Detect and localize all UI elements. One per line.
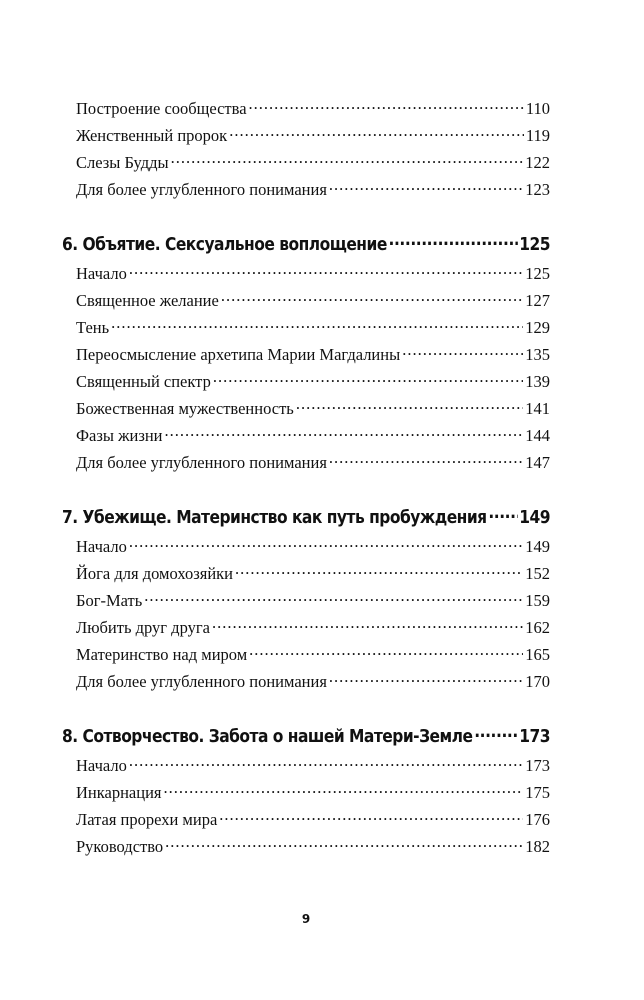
toc-entry-title: Для более углубленного понимания xyxy=(76,452,327,472)
toc-entry xyxy=(76,589,550,611)
toc-entry-page: 159 xyxy=(525,590,550,610)
toc-entry xyxy=(76,451,550,473)
toc-entry-title: Фазы жизни xyxy=(76,425,163,445)
toc-entry xyxy=(76,424,550,446)
toc-leader-dots xyxy=(249,97,524,114)
toc-entry-page: 182 xyxy=(525,836,550,856)
toc-entry-title: Переосмысление архетипа Марии Магдалины xyxy=(76,344,401,364)
toc-entry-page: 127 xyxy=(525,290,550,310)
toc-entry-page: 173 xyxy=(525,755,550,775)
chapter-page: 149 xyxy=(519,507,550,528)
toc-entry-title: Для более углубленного понимания xyxy=(76,179,327,199)
toc-entry-page: 162 xyxy=(525,617,550,637)
chapter-title: 6. Объятие. Сексуальное воплощение xyxy=(62,234,387,255)
toc-entry-title: Божественная мужественность xyxy=(76,398,294,418)
toc-leader-dots xyxy=(171,151,524,168)
toc-leader-dots xyxy=(249,643,523,660)
toc-leader-dots xyxy=(129,535,523,552)
toc-leader-dots xyxy=(213,370,523,387)
toc-entry-page: 141 xyxy=(525,398,550,418)
toc-leader-dots xyxy=(144,589,523,606)
toc-entry xyxy=(76,643,550,665)
toc-leader-dots xyxy=(235,562,523,579)
toc-entry-page: 135 xyxy=(525,344,550,364)
toc-leader-dots xyxy=(488,505,517,523)
toc-chapter-heading xyxy=(62,724,550,747)
toc-entry xyxy=(76,124,550,146)
toc-entry-page: 149 xyxy=(525,536,550,556)
toc-entry-title: Руководство xyxy=(76,836,164,856)
toc-leader-dots xyxy=(474,724,517,742)
toc-entry xyxy=(76,616,550,638)
toc-leader-dots xyxy=(329,178,523,195)
toc-entry xyxy=(76,151,550,173)
toc-leader-dots xyxy=(129,262,523,279)
toc-entry-title: Тень xyxy=(76,317,110,337)
toc-entry-title: Начало xyxy=(76,263,127,283)
toc-leader-dots xyxy=(111,316,523,333)
toc-leader-dots xyxy=(165,424,524,441)
toc-leader-dots xyxy=(402,343,523,360)
toc-entry xyxy=(76,808,550,830)
toc-entry-page: 122 xyxy=(525,152,550,172)
toc-entry-title: Женственный пророк xyxy=(76,125,228,145)
toc-entry-title: Для более углубленного понимания xyxy=(76,671,327,691)
toc-entry-title: Материнство над миром xyxy=(76,644,248,664)
toc-leader-dots xyxy=(329,670,523,687)
toc-entry-title: Инкарнация xyxy=(76,782,162,802)
toc-leader-dots xyxy=(129,754,523,771)
page-number: 9 xyxy=(301,912,311,926)
toc-leader-dots xyxy=(296,397,523,414)
toc-entry-page: 125 xyxy=(525,263,550,283)
toc-entry-page: 175 xyxy=(525,782,550,802)
toc-entry-title: Латая прорехи мира xyxy=(76,809,218,829)
toc-entry xyxy=(76,178,550,200)
toc-entry-title: Начало xyxy=(76,536,127,556)
toc-entry-title: Слезы Будды xyxy=(76,152,169,172)
toc-leader-dots xyxy=(389,232,518,250)
toc-entry xyxy=(76,289,550,311)
toc-entry-page: 144 xyxy=(525,425,550,445)
toc-entry xyxy=(76,754,550,776)
toc-leader-dots xyxy=(165,835,523,852)
toc-entry-page: 119 xyxy=(525,125,550,145)
toc-entry-title: Священный спектр xyxy=(76,371,211,391)
toc-entry-title: Священное желание xyxy=(76,290,219,310)
toc-leader-dots xyxy=(229,124,524,141)
toc-entry xyxy=(76,343,550,365)
toc-entry xyxy=(76,562,550,584)
toc-entry-title: Построение сообщества xyxy=(76,98,247,118)
toc-leader-dots xyxy=(212,616,523,633)
toc-leader-dots xyxy=(221,289,523,306)
toc-entry xyxy=(76,781,550,803)
toc-entry xyxy=(76,535,550,557)
chapter-title: 8. Сотворчество. Забота о нашей Матери-Земле xyxy=(62,726,473,747)
toc-entry-page: 152 xyxy=(525,563,550,583)
toc-entry-page: 176 xyxy=(525,809,550,829)
toc-entry-page: 123 xyxy=(525,179,550,199)
toc-leader-dots xyxy=(219,808,523,825)
toc-entry xyxy=(76,670,550,692)
toc-entry xyxy=(76,97,550,119)
toc-entry-page: 139 xyxy=(525,371,550,391)
chapter-page: 173 xyxy=(519,726,550,747)
toc-entry xyxy=(76,835,550,857)
toc-leader-dots xyxy=(329,451,523,468)
toc-entry-title: Бог-Мать xyxy=(76,590,143,610)
toc-entry xyxy=(76,316,550,338)
toc-entry-title: Начало xyxy=(76,755,127,775)
chapter-title: 7. Убежище. Материнство как путь пробуждения xyxy=(62,507,487,528)
toc-entry-page: 129 xyxy=(525,317,550,337)
toc-entry-page: 147 xyxy=(525,452,550,472)
toc-chapter-heading xyxy=(62,505,550,528)
toc-entry xyxy=(76,397,550,419)
toc-entry xyxy=(76,262,550,284)
toc-entry-title: Йога для домохозяйки xyxy=(76,563,233,583)
chapter-page: 125 xyxy=(519,234,550,255)
toc-leader-dots xyxy=(164,781,524,798)
toc-entry-title: Любить друг друга xyxy=(76,617,210,637)
toc-chapter-heading xyxy=(62,232,550,255)
toc-entry xyxy=(76,370,550,392)
toc-entry-page: 110 xyxy=(525,98,550,118)
toc-entry-page: 165 xyxy=(525,644,550,664)
toc-entry-page: 170 xyxy=(525,671,550,691)
